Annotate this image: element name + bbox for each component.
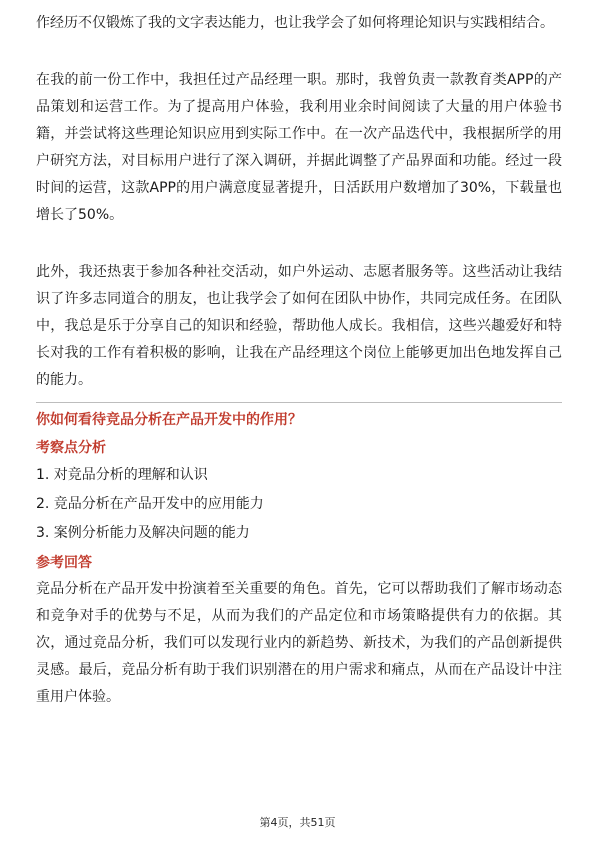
- paragraph-gap: [36, 37, 562, 67]
- analysis-point-3: 3. 案例分析能力及解决问题的能力: [36, 525, 250, 541]
- paragraph-hobbies: 此外，我还热衷于参加各种社交活动，如户外运动、志愿者服务等。这些活动让我结识了许多志同道合的朋友，也让我学会了如何在团队中协作，共同完成任务。在团队中，我总是乐于分享自己的知识和经验，帮助他人成长。我相信，这些兴趣爱好和特长对我的工作有着积极的影响，让我在产品经理这个岗位上能够更加出色地发挥自己的能力。: [36, 264, 562, 388]
- analysis-heading: 考察点分析: [36, 440, 106, 456]
- answer-heading: 参考回答: [36, 555, 92, 571]
- reference-answer: 竞品分析在产品开发中扮演着至关重要的角色。首先，它可以帮助我们了解市场动态和竞争对手的优势与不足，从而为我们的产品定位和市场策略提供有力的依据。其次，通过竞品分析，我们可以发现行业内的新趋势、新技术，为我们的产品创新提供灵感。最后，竞品分析有助于我们识别潜在的用户需求和痛点，从而在产品设计中注重用户体验。: [36, 581, 562, 705]
- paragraph-gap: [36, 229, 562, 259]
- page-number-footer: 第4页，共51页: [259, 816, 336, 829]
- question-title: 你如何看待竞品分析在产品开发中的作用？: [36, 412, 302, 428]
- analysis-point-1: 1. 对竞品分析的理解和认识: [36, 467, 208, 483]
- paragraph-continuation: 作经历不仅锻炼了我的文字表达能力，也让我学会了如何将理论知识与实践相结合。: [36, 15, 554, 31]
- paragraph-previous-job: 在我的前一份工作中，我担任过产品经理一职。那时，我曾负责一款教育类APP的产品策划和运营工作。为了提高用户体验，我利用业余时间阅读了大量的用户体验书籍，并尝试将这些理论知识应用到实际工作中。在一次产品迭代中，我根据所学的用户研究方法，对目标用户进行了深入调研，并据此调整了产品界面和功能。经过一段时间的运营，这款APP的用户满意度显著提升，日活跃用户数增加了30%，下载量也增长了50%。: [36, 72, 562, 223]
- analysis-point-2: 2. 竞品分析在产品开发中的应用能力: [36, 496, 264, 512]
- page-content: [36, 10, 562, 711]
- section-divider: [36, 402, 562, 403]
